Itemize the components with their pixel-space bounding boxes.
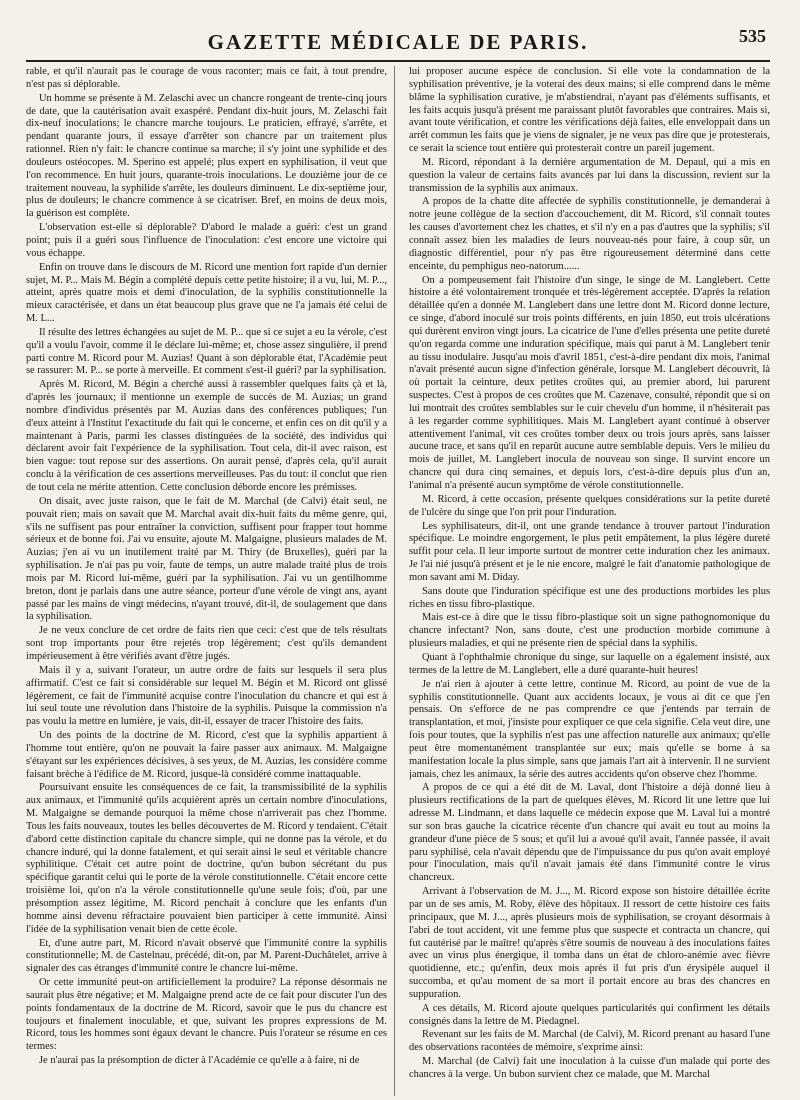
paragraph: L'observation est-elle si déplorable? D'abord le malade a guéri: c'est un grand point; puis il a guéri sous l'influence de l'inoculation: c'est encore une victoire qui vous échappe.	[26, 222, 387, 259]
paragraph: Revenant sur les faits de M. Marchal (de Calvi), M. Ricord prenant au hasard l'une des observations racontées de mémoire, s'exprime ainsi:	[409, 1029, 770, 1054]
paragraph: M. Ricord, répondant à la dernière argumentation de M. Depaul, qui a mis en question la valeur de certains faits avancés par lui dans la discussion, revient sur la transmission de la syphilis aux animaux.	[409, 156, 770, 194]
left-column	[26, 66, 395, 1096]
paragraph: A propos de la chatte dite affectée de syphilis constitutionnelle, je demanderai à notre jeune collègue de la section d'accouchement, dit M. Ricord, s'il connaît toutes les causes d'avortement chez les chattes, et s'il n'y en a pas d'autres que la syphilis; s'il connaît assez bien les maladies de leurs nouveau-nés pour faire, à coup sûr, un diagnostic différentiel, pour n'y pas être rigoureusement déterminé dans cette enceinte, du pemphigus neo-natorum......	[409, 196, 770, 272]
paragraph: Je n'aurai pas la présomption de dicter à l'Académie ce qu'elle a à faire, ni de	[39, 1055, 360, 1067]
right-column	[409, 66, 770, 1096]
paragraph: lui proposer aucune espèce de conclusion. Si elle vote la condamnation de la syphilisation préventive, je la voterai des deux mains; si elle comprend dans le même blâme la syphilisation curative, je m'abstiendrai, n'ayant pas d'éléments suffisants, et les faits acquis jusqu'à présent me paraissant plutôt favorables que contraires. Mais si, avant toute vérification, et contre les vérifications déjà faites, elle enveloppait dans un arrêt commun les faits que je viens de signaler, je ne veux pas dire que je protesterais, ce serait la science tout entière qui protesterait contre un pareil jugement.	[409, 66, 770, 155]
paragraph: Sans doute que l'induration spécifique est une des productions morbides les plus riches en tissu fibro-plastique.	[409, 585, 770, 610]
paragraph: rable, et qu'il n'aurait pas le courage de vous raconter; mais ce fait, à tout prendre, n'est pas si déplorable.	[26, 66, 387, 90]
paragraph: Après M. Ricord, M. Bégin a cherché aussi à rassembler quelques faits çà et là, d'après les journaux; il mentionne un exemple de succès de M. Auzias; un grand nombre d'individus présentés par M. Auzias dans des conférences publiques; l'un d'eux atteint à l'Institut l'exactitude du fait qui le concerne, et enfin ces on dit qu'il y a maintenant à Paris, parmi les classes distinguées de la société, des individus qui déclarent avoir fait l'expérience de la syphilisation. Tout cela, dit-il avec raison, est bien vague: tout repose sur des assertions. On aurait pensé, d'après cela, qu'il aurait conclu à la vérification de ces assertions merveilleuses. Pas du tout: il conclut que rien de tout cela ne mérite attention. Cette conclusion déborde encore les prémisses.	[26, 379, 387, 493]
paragraph: Un des points de la doctrine de M. Ricord, c'est que la syphilis appartient à l'homme tout entière, qu'on ne pouvait la faire passer aux animaux. M. Malgaigne s'étayant sur les expériences décisives, à ses yeux, de M. Auzias, les considère comme faisant brèche à l'édifice de M. Ricord, jusque-là considéré comme inattaquable.	[26, 730, 387, 780]
paragraph: Il résulte des lettres échangées au sujet de M. P... que si ce sujet a eu la vérole, c'est qu'il a voulu l'avoir, comme il le déclare lui-même; et, chose assez singulière, il prend parti contre M. Ricord pour M. Auzias! Quant à son déplorable état, l'Académie peut se rassurer: M. P... se porte à merveille. Et comment s'est-il guéri? par la syphilisation.	[26, 326, 387, 377]
paragraph: Enfin on trouve dans le discours de M. Ricord une mention fort rapide d'un dernier sujet, M. P... Mais M. Bégin a complété depuis cette petite histoire; il a vu, lui, M. P..., atteint, après quatre mois et demi d'inoculation, de la syphilis constitutionnelle la mieux caractérisée, et dans un état beaucoup plus grave que ne l'a jamais été celui de M. L...	[26, 261, 387, 325]
paragraph: Arrivant à l'observation de M. J..., M. Ricord expose son histoire détaillée écrite par un de ses amis, M. Roby, élève des hôpitaux. Il ressort de cette histoire ces faits principaux, que M. J..., après plusieurs mois de syphilisation, se croyant désormais à l'abri de tout accident, vit une femme plus que suspecte et contracta un chancre, qui fut cautérisé par le maître! qu'après s'être soumis de nouveau à des inoculations faites avec un virus plus énergique, il tomba dans un état de chloro-anémie avec fièvre quotidienne, etc.; qu'enfin, deux mois après il fut pris d'un érysipèle auquel il succomba, et qu'au moment de sa mort il portait encore au bras des chancres en suppuration.	[409, 886, 770, 1000]
paragraph: Un homme se présente à M. Zelaschi avec un chancre rongeant de trente-cinq jours de date, que la cautérisation avait exaspéré. Pendant dix-huit jours, M. Zelaschi fait dix-neuf inoculations; le chancre marche toujours. Le praticien, effrayé, s'arrête, et pendant quarante jours, il essaye d'arrêter son chancre par un traitement plus rationnel. Rien n'y fait: le chancre continue sa marche; il s'y joint une syphilide et des douleurs ostéocopes. M. Sperino est appelé; plus expert en syphilisation, il veut que l'on recommence. En huit jours, quarante-trois inoculations. Le douzième jour de ce traitement nouveau, la syphilide s'arrête, les douleurs diminuent. Le dix-septième jour, plus de douleurs; le chancre commence à se cicatriser. Bref, en moins de deux mois, la guérison est complète.	[26, 92, 387, 220]
paragraph: Mais il y a, suivant l'orateur, un autre ordre de faits sur lesquels il sera plus affirmatif. C'est ce fait si considérable sur lequel M. Bégin et M. Ricord ont glissé légèrement, ce fait de l'immunité acquise contre l'inoculation du chancre et qui est à lui seul toute une révolution dans l'histoire de la syphilis. Puisque la commission n'a pas voulu la mettre en lumière, je vais, dit-il, essayer de tracer l'histoire des faits.	[26, 664, 387, 728]
paragraph: A ces détails, M. Ricord ajoute quelques particularités qui confirment les détails consignés dans la lettre de M. Piedagnel.	[409, 1002, 770, 1027]
masthead	[26, 22, 770, 62]
paragraph: M. Ricord, à cette occasion, présente quelques considérations sur la petite dureté de l'ulcère du singe que l'on prit pour l'induration.	[409, 493, 770, 518]
paragraph: M. Marchal (de Calvi) fait une inoculation à la cuisse d'un malade qui porte des chancres à la verge. Un bubon survient chez ce malade, que M. Marchal	[409, 1056, 770, 1080]
paragraph: A propos de ce qui a été dit de M. Laval, dont l'histoire a déjà donné lieu à plusieurs rectifications de la part de quelques élèves, M. Ricord lit une lettre que lui adresse M. Lindmann, et dans laquelle ce médecin expose que M. Laval lui a montré sur son bras gauche la cicatrice récente d'un chancre qui avait eu tout au moins la grandeur d'une pièce de 5 sous; et qu'il lui a avoué qu'il avait, l'année passée, il avait paru syphilisé, cela n'avait dépendu que de l'impuissance du pus qu'on avait employé pour l'inoculation, mais qu'il n'avait jamais été dans l'immunité contre le virus chancreux.	[409, 782, 770, 884]
paragraph: Mais est-ce à dire que le tissu fibro-plastique soit un signe pathognomonique du chancre infectant? Non, sans doute, c'est une production morbide commune à plusieurs maladies, et qui ne présente rien de spécial dans la syphilis.	[409, 612, 770, 650]
paragraph: Quant à l'ophthalmie chronique du singe, sur laquelle on a également insisté, aux termes de la lettre de M. Langlebert, elle a duré quarante-huit heures!	[409, 651, 770, 676]
text-columns	[26, 66, 770, 1096]
paragraph: Et, d'une autre part, M. Ricord n'avait observé que l'immunité contre la syphilis constitutionnelle; M. de Castelnau, précédé, dit-on, par M. Parent-Duchâtelet, arrive à signaler des cas étranges d'immunité contre le chancre lui-même.	[26, 937, 387, 975]
paragraph: Les syphilisateurs, dit-il, ont une grande tendance à trouver partout l'induration spécifique. Le moindre engorgement, le plus petit empâtement, la plus légère dureté suffit pour cela. Il leur importe surtout de montrer cette induration chez les animaux. Je l'ai nié jusqu'à présent et je le nie encore, malgré le fait d'anatomie pathologique de mon savant ami M. Diday.	[409, 520, 770, 583]
paragraph: On a pompeusement fait l'histoire d'un singe, le singe de M. Langlebert. Cette histoire a été volontairement tronquée et très-légèrement acceptée. D'après la relation détaillée qu'en a donnée M. Langlebert dans une lettre dont M. Ricord donne lecture, ce singe, d'abord inoculé sur trois points différents, en juin 1850, eut trois ulcérations qui durèrent environ vingt jours. La cicatrice de l'une d'elles présenta une petite dureté qu'on regarda comme une induration spécifique, mais qui parut à M. Langlebert tenir au tissu inodulaire. Jusqu'au mois d'avril 1851, c'est-à-dire pendant dix mois, l'animal n'avait présenté aucun signe d'infection générale, lorsque M. Langlebert découvrit, là où portait la ceinture, deux petites croûtes qui, au premier abord, lui parurent suspectes. C'est à propos de ces croûtes que M. Cazenave, consulté, répondit que si on lui montrait des croûtes semblables sur le cuir chevelu d'un homme, il n'hésiterait pas à les regarder comme syphilitiques. Mais M. Langlebert ayant continué à observer attentivement l'animal, vit ces croûtes tomber deux ou trois jours après, sans laisser aucune trace, et sans qu'il en reparût aucune autre semblable depuis. Vers le milieu du mois de juillet, M. Langlebert inocula de nouveau son singe. Il survint encore un chancre qui dura cinq semaines, et depuis lors, c'est-à-dire depuis plus d'un an, l'animal n'a présenté aucun symptôme de vérole constitutionnelle.	[409, 274, 770, 491]
paragraph: On disait, avec juste raison, que le fait de M. Marchal (de Calvi) était seul, ne pouvait rien; mais on savait que M. Marchal avait dix-huit faits du même genre, qui, s'ils ne suffisent pas pour entraîner la conviction, suffisent pour frapper tout homme sérieux et de bonne foi. J'ai vu ensuite, ajoute M. Malgaigne, plusieurs malades de M. Auzias; j'en ai vu un inutilement traité par M. Thiry (de Bruxelles), guéri par la syphilisation. Je n'ai pas pu voir, faute de temps, un autre malade traité plus de trois mois par M. Ricord lui-même, guéri par la syphilisation. J'ai vu un gentilhomme breton, dont je parlais dans une autre séance, porteur d'une vérole de vingt ans, ayant passé par les mains de vingt médecins, n'ayant trouvé, dit-il, de soulagement que dans la syphilisation.	[26, 495, 387, 623]
paragraph: Poursuivant ensuite les conséquences de ce fait, la transmissibilité de la syphilis aux animaux, et l'immunité qu'ils acquièrent après un certain nombre d'inoculations, M. Malgaigne se demande pourquoi la même chose n'arriverait pas chez l'homme. Tous les faits nouveaux, toutes les belles découvertes de M. Ricord y tendaient. C'était d'abord cette distinction capitale du chancre simple, qui ne donne pas la vérole, et du chancre induré, qui la donne fatalement, et qui serait ainsi le seul et véritable chancre syphilitique. C'était cet autre point de doctrine, qu'un bubon sécrétant du pus spécifique garantit celui qui le porte de la vérole constitutionnelle. C'était encore cette troisième loi, qu'on n'a la vérole constitutionnelle qu'une seule fois; d'où, par une présomption assez légitime, M. Ricord penchait à conclure que les enfants d'un homme ainsi devenu réfractaire pouvaient bien participer à cette immunité. Ainsi l'idée de la syphilisation venait bien de cette école.	[26, 782, 387, 935]
paragraph: Je ne veux conclure de cet ordre de faits rien que ceci: c'est que de tels résultats sont trop importants pour être rejetés trop légèrement; c'est qu'ils demandent impérieusement à être vérifiés avant d'être jugés.	[26, 625, 387, 662]
page-number: 535	[739, 26, 766, 46]
paragraph: Je n'ai rien à ajouter à cette lettre, continue M. Ricord, au point de vue de la syphilis constitutionnelle. Quant aux accidents locaux, je vous ai dit ce que j'en pensais. On s'efforce de ne pas comprendre ce que j'entends par terrain de transplantation, et moi, j'insiste pour expliquer ce que cela signifie. Cela veut dire, une fois pour toutes, que la syphilis n'est pas une affection naturelle aux animaux; qu'elle peut être momentanément transplantée sur eux; mais qu'elle se borne à sa manifestation locale la plus simple, sans que jamais l'art ait à intervenir. Il ne survient jamais, chez les animaux, la série des autres accidents qu'on observe chez l'homme.	[409, 678, 770, 780]
publication-title: GAZETTE MÉDICALE DE PARIS.	[207, 30, 589, 54]
paragraph: Or cette immunité peut-on artificiellement la produire? La réponse désormais ne saurait plus être négative; et M. Malgaigne prend acte de ce fait pour discuter l'un des points fondamentaux de la doctrine de M. Ricord, savoir que le pus du chancre est toujours et finalement inoculable, et que, suivant les propres expressions de M. Ricord, tous les hommes sont égaux devant le chancre. Puis l'orateur se résume en ces termes:	[26, 977, 387, 1053]
